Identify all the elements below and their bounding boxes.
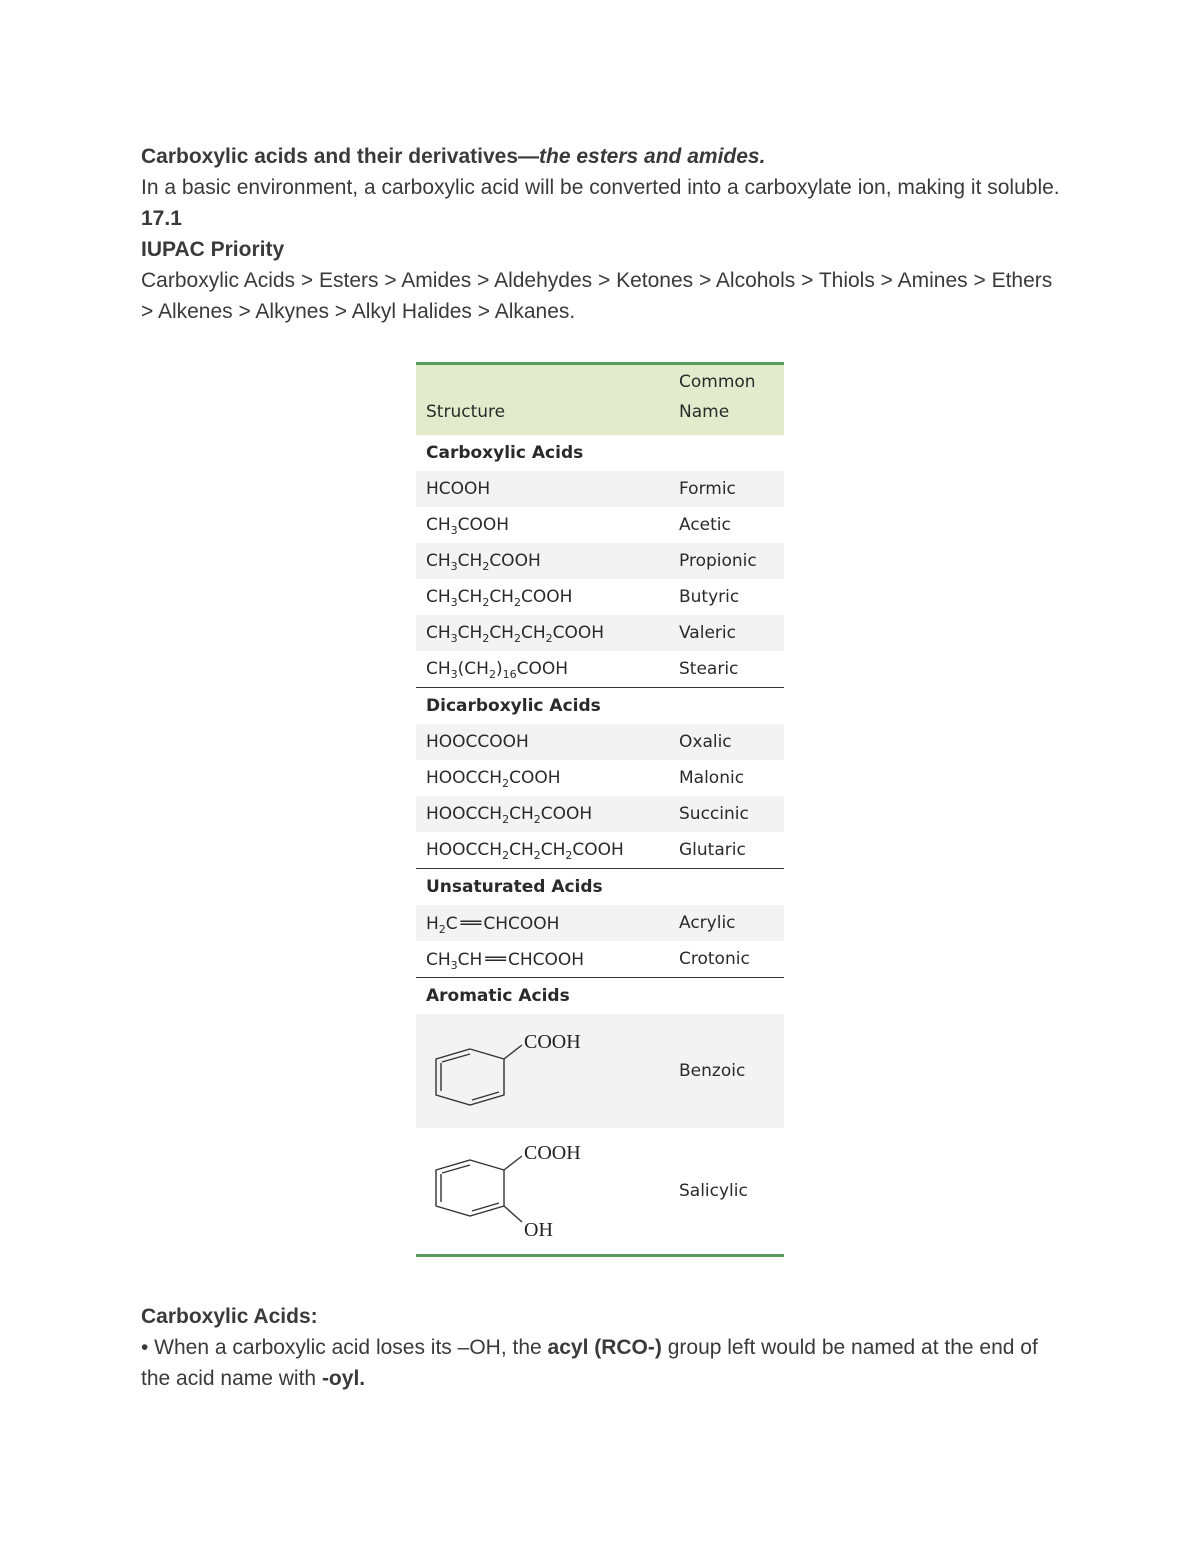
name-stearic: Stearic xyxy=(669,651,784,688)
bullet-mid: group left would be named at the end of the acid name with xyxy=(141,1336,1038,1390)
name-propionic: Propionic xyxy=(669,543,784,579)
section-aromatic: Aromatic Acids xyxy=(416,978,784,1015)
section-number: 17.1 xyxy=(141,207,182,230)
name-salicylic: Salicylic xyxy=(669,1128,784,1256)
formula-acetic: $CH_3COOH$ xyxy=(416,507,669,543)
name-acrylic: Acrylic xyxy=(669,905,784,941)
table-row xyxy=(416,1128,784,1256)
table-row xyxy=(416,543,784,579)
name-oxalic: Oxalic xyxy=(669,724,784,760)
name-succinic: Succinic xyxy=(669,796,784,832)
table-row xyxy=(416,615,784,651)
intro-paragraph: In a basic environment, a carboxylic acid will be converted into a carboxylate ion, making it soluble. xyxy=(141,176,1060,199)
name-formic: Formic xyxy=(669,471,784,507)
benzoic-cooh-label: COOH xyxy=(524,1031,581,1053)
bullet-oyl: -oyl. xyxy=(321,1367,366,1390)
name-benzoic: Benzoic xyxy=(669,1014,784,1128)
formula-malonic: $HOOCCH_2COOH$ xyxy=(416,760,669,796)
section-row xyxy=(416,869,784,906)
name-acetic: Acetic xyxy=(669,507,784,543)
formula-propionic: $CH_3CH_2COOH$ xyxy=(416,543,669,579)
section-row xyxy=(416,435,784,471)
name-valeric: Valeric xyxy=(669,615,784,651)
header-structure: Structure xyxy=(416,364,669,436)
formula-oxalic: HOOCCOOH xyxy=(416,724,669,760)
section-row xyxy=(416,688,784,725)
salicylic-acid-structure-icon xyxy=(426,1136,616,1246)
carboxylic-acids-table xyxy=(416,362,784,1257)
formula-formic: HCOOH xyxy=(416,471,669,507)
page-title xyxy=(141,141,1061,172)
formula-acrylic: $H_2C$ ══ CHCOOH xyxy=(416,905,669,941)
header-common-name xyxy=(669,364,784,436)
name-crotonic: Crotonic xyxy=(669,941,784,978)
name-butyric: Butyric xyxy=(669,579,784,615)
bullet-acyl: acyl (RCO-) xyxy=(547,1336,662,1359)
table-row xyxy=(416,796,784,832)
section-carboxylic: Carboxylic Acids xyxy=(416,435,784,471)
title-main: Carboxylic acids and their derivatives— xyxy=(141,145,539,168)
section-unsaturated: Unsaturated Acids xyxy=(416,869,784,906)
table-row xyxy=(416,651,784,688)
title-italic: the esters and amides. xyxy=(539,145,766,168)
table-row xyxy=(416,724,784,760)
table-row xyxy=(416,507,784,543)
structure-benzoic xyxy=(416,1014,669,1128)
table-row xyxy=(416,471,784,507)
salicylic-oh-label: OH xyxy=(524,1219,553,1241)
table-row xyxy=(416,1014,784,1128)
document-body xyxy=(141,141,1061,327)
formula-stearic: $CH_3(CH_2)_{16}COOH$ xyxy=(416,651,669,688)
formula-succinic: $HOOCCH_2CH_2COOH$ xyxy=(416,796,669,832)
table-row xyxy=(416,905,784,941)
bullet-start: • When a carboxylic acid loses its –OH, the xyxy=(141,1336,548,1359)
table-header-row xyxy=(416,364,784,436)
formula-glutaric: $HOOCCH_2CH_2CH_2COOH$ xyxy=(416,832,669,869)
formula-butyric: $CH_3CH_2CH_2COOH$ xyxy=(416,579,669,615)
table-row xyxy=(416,941,784,978)
bottom-bullet xyxy=(141,1332,1061,1394)
priority-text: Carboxylic Acids > Esters > Amides > Aldehydes > Ketones > Alcohols > Thiols > Amines > Ethers > Alkenes > Alkynes > Alkyl Halides > Alkanes. xyxy=(141,269,1053,323)
name-malonic: Malonic xyxy=(669,760,784,796)
salicylic-cooh-label: COOH xyxy=(524,1142,581,1164)
section-dicarboxylic: Dicarboxylic Acids xyxy=(416,688,784,725)
formula-valeric: $CH_3CH_2CH_2CH_2COOH$ xyxy=(416,615,669,651)
table-row xyxy=(416,832,784,869)
bottom-heading: Carboxylic Acids: xyxy=(141,1305,318,1328)
header-name: Name xyxy=(679,402,730,422)
bottom-section xyxy=(141,1301,1061,1394)
header-common: Common xyxy=(679,372,756,392)
formula-crotonic: $CH_3CH$ ══ CHCOOH xyxy=(416,941,669,978)
structure-salicylic xyxy=(416,1128,669,1256)
priority-heading: IUPAC Priority xyxy=(141,238,285,261)
section-row xyxy=(416,978,784,1015)
benzoic-acid-structure-icon xyxy=(426,1021,616,1121)
table-row xyxy=(416,579,784,615)
table-row xyxy=(416,760,784,796)
name-glutaric: Glutaric xyxy=(669,832,784,869)
